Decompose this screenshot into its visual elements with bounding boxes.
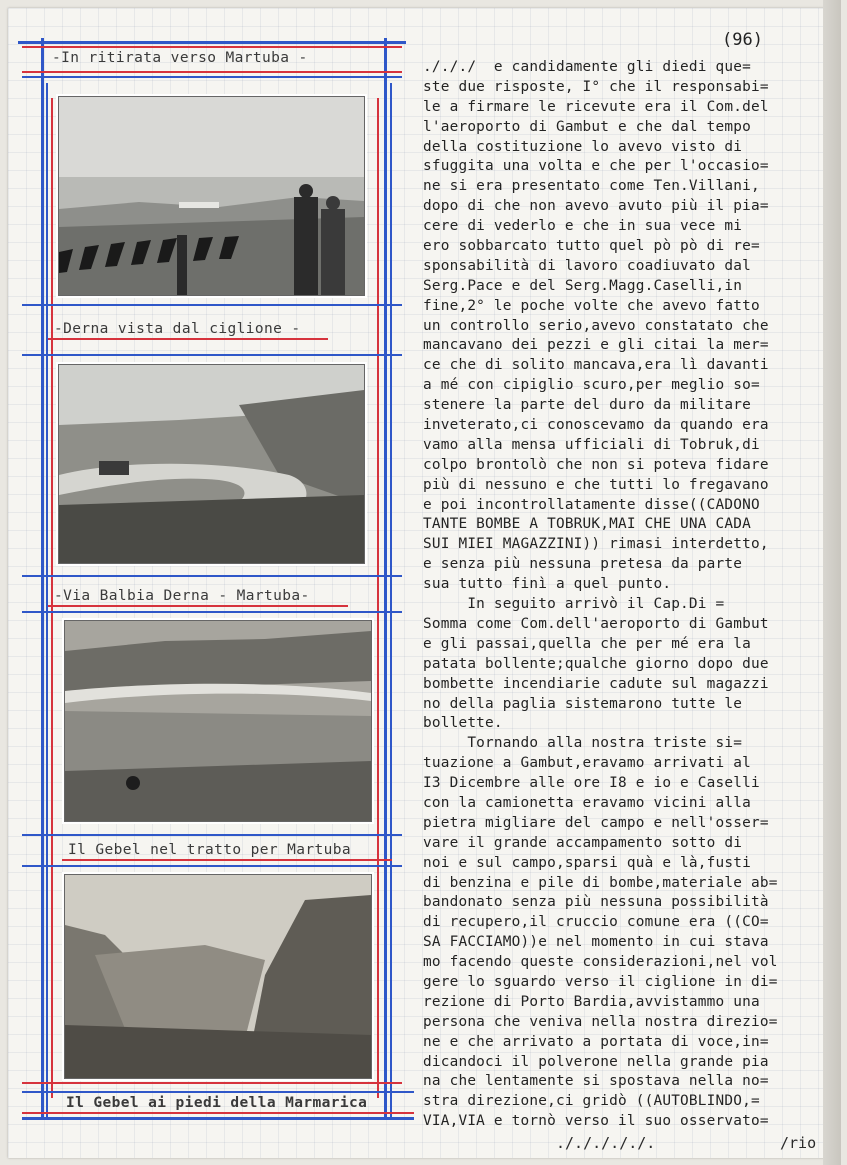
typed-line: dicandoci il polverone nella grande pia [423, 1053, 769, 1070]
typed-line: l'aeroporto di Gambut e che dal tempo [423, 118, 751, 135]
typed-line: stenere la parte del duro da militare [423, 397, 751, 414]
rule-under-caption1-red [22, 71, 402, 73]
photo-gebel-martuba-image [65, 875, 371, 1078]
typed-line: e senza più nessuna pretesa da parte [423, 556, 743, 573]
caption-photo2: -Derna vista dal ciglione - [54, 321, 301, 337]
frame-line-red-left [51, 98, 53, 1098]
caption-photo1: -In ritirata verso Martuba - [52, 50, 308, 66]
typed-line: noi e sul campo,sparsi quà e là,fusti [423, 854, 751, 871]
typed-line: di benzina e pile di bombe,materiale ab= [423, 874, 778, 891]
photo-retreat-martuba-image [59, 97, 364, 295]
typed-line: patata bollente;qualche giorno dopo due [423, 655, 769, 672]
frame-line-right-inner [390, 83, 392, 1118]
typed-line: I3 Dicembre alle ore I8 e io e Caselli [423, 775, 760, 792]
rule-under-caption3-blue [22, 611, 402, 613]
typed-line: SUI MIEI MAGAZZINI)) rimasi interdetto, [423, 536, 769, 553]
footer-continuation-dots: ./././././. [556, 1134, 656, 1152]
rule-under-caption2-red [48, 338, 328, 340]
typed-line: bandonato senza più nessuna possibilità [423, 894, 769, 911]
rule-under-caption1-blue [22, 76, 402, 78]
typed-line: persona che veniva nella nostra direzio= [423, 1013, 778, 1030]
typed-line: bombette incendiarie cadute sul magazzi [423, 675, 769, 692]
typed-line: sua tutto finì a quel punto. [423, 576, 672, 593]
typed-line: mancavano dei pezzi e gli citai la mer= [423, 337, 769, 354]
typed-line: e poi incontrollatamente disse((CADONO [423, 496, 760, 513]
rule-below-photo3-blue [22, 834, 402, 836]
typed-text [423, 58, 833, 1132]
typed-line: na che lentamente si spostava nella no= [423, 1073, 769, 1090]
typed-line: pietra migliare del campo e nell'osser= [423, 814, 769, 831]
typed-line: ne e che arrivato a portata di voce,in= [423, 1033, 769, 1050]
typed-line: VIA,VIA e tornò verso il suo osservato= [423, 1113, 769, 1130]
rule-above-bottom-caption-red [22, 1082, 402, 1084]
typed-line: colpo brontolò che non si poteva fidare [423, 456, 769, 473]
typed-line: ne si era presentato come Ten.Villani, [423, 178, 760, 195]
typed-line: rezione di Porto Bardia,avvistammo una [423, 993, 760, 1010]
photo-derna-view [58, 364, 365, 564]
caption-photo4: Il Gebel nel tratto per Martuba [68, 842, 352, 858]
typed-line: dopo di che non avevo avuto più il pia= [423, 198, 769, 215]
typed-line: ste due risposte, I° che il responsabi= [423, 78, 769, 95]
typed-line: della costituzione lo avevo visto di [423, 138, 743, 155]
typed-line: no della paglia sistemarono tutte le [423, 695, 743, 712]
typed-line: sfuggita una volta e che per l'occasio= [423, 158, 769, 175]
typed-line: gere lo sguardo verso il ciglione in di= [423, 973, 778, 990]
typed-line: vare il grande accampamento sotto di [423, 834, 743, 851]
rule-bottom-blue [22, 1117, 414, 1120]
photo-derna-view-image [59, 365, 364, 563]
typed-line: più di nessuno e che tutti lo fregavano [423, 476, 769, 493]
typed-line: sponsabilità di lavoro coadiuvato dal [423, 257, 751, 274]
photo-via-balbia [64, 620, 372, 822]
frame-line-red-right [377, 98, 379, 1098]
typed-line: In seguito arrivò il Cap.Di = [423, 596, 725, 613]
typed-line: SA FACCIAMO))e nel momento in cui stava [423, 934, 769, 951]
rule-under-caption4-red [62, 859, 392, 861]
typed-line: mo facendo queste considerazioni,nel vol [423, 954, 778, 971]
typed-line: tuazione a Gambut,eravamo arrivati al [423, 755, 751, 772]
rule-bottom-box-top [22, 1091, 414, 1093]
frame-line-left-inner [46, 83, 48, 1118]
typed-line: fine,2° le poche volte che avevo fatto [423, 297, 760, 314]
typed-line: con la camionetta eravamo vicini alla [423, 794, 751, 811]
rule-top-blue [18, 41, 406, 44]
rule-below-photo2-blue [22, 575, 402, 577]
typed-line: a mé con cipiglio scuro,per meglio so= [423, 377, 760, 394]
rule-below-photo1-blue [22, 304, 402, 306]
typed-line: ce che di solito mancava,era lì davanti [423, 357, 769, 374]
typed-line: ero sobbarcato tutto quel pò pò di re= [423, 238, 760, 255]
typed-line: e gli passai,quella che per mé era la [423, 635, 751, 652]
album-page [8, 8, 828, 1158]
rule-under-caption4-blue [22, 865, 402, 867]
caption-photo3: -Via Balbia Derna - Martuba- [54, 588, 310, 604]
rule-under-caption2-blue [22, 354, 402, 356]
typed-line: Tornando alla nostra triste si= [423, 735, 743, 752]
rule-top-red [22, 46, 402, 48]
photo-via-balbia-image [65, 621, 371, 821]
rule-under-caption3-red [48, 605, 348, 607]
page-edge [823, 0, 841, 1165]
typed-line: TANTE BOMBE A TOBRUK,MAI CHE UNA CADA [423, 516, 751, 533]
photo-retreat-martuba [58, 96, 365, 296]
typed-line: le a firmare le ricevute era il Com.del [423, 98, 769, 115]
typed-line: Somma come Com.dell'aeroporto di Gambut [423, 615, 769, 632]
typed-line: vamo alla mensa ufficiali di Tobruk,di [423, 436, 760, 453]
frame-line-right-outer [384, 38, 387, 1118]
rule-bottom-red [22, 1112, 414, 1114]
caption-bottom: Il Gebel ai piedi della Marmarica [66, 1095, 368, 1111]
footer-continuation-word: /rio [780, 1134, 817, 1152]
typed-line: di recupero,il cruccio comune era ((CO= [423, 914, 769, 931]
typed-line: bollette. [423, 715, 503, 732]
typed-line: stra direzione,ci gridò ((AUTOBLINDO,= [423, 1093, 760, 1110]
photo-gebel-martuba [64, 874, 372, 1079]
typed-line: ./././ e candidamente gli diedi que= [423, 59, 751, 75]
frame-line-left-outer [41, 38, 44, 1118]
typed-line: Serg.Pace e del Serg.Magg.Caselli,in [423, 277, 743, 294]
typed-line: un controllo serio,avevo constatato che [423, 317, 769, 334]
typed-line: inveterato,ci conoscevamo da quando era [423, 417, 769, 434]
typed-line: cere di vederlo e che in sua vece mi [423, 218, 743, 235]
page-number: (96) [722, 30, 763, 50]
